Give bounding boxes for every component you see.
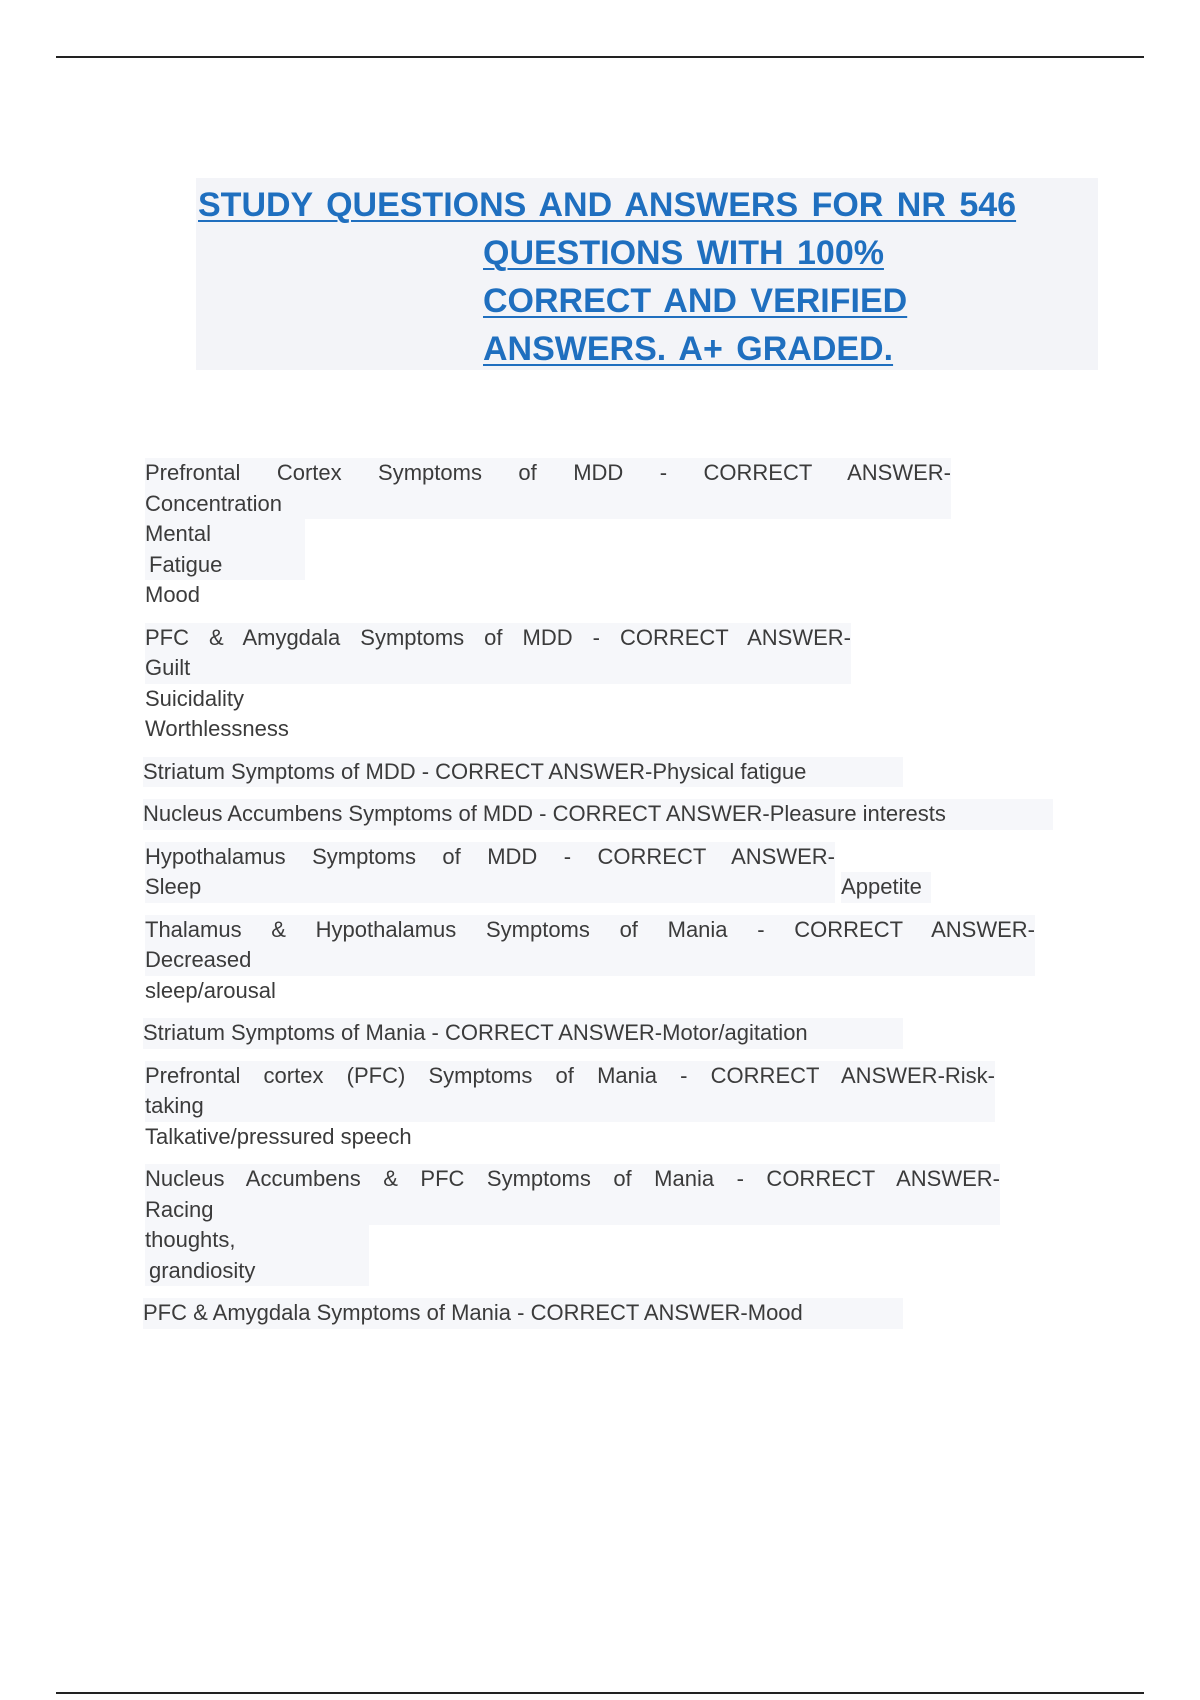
flashcard-question [145, 1061, 995, 1122]
header-rule [56, 56, 1144, 58]
answer-text: Mental [145, 519, 305, 550]
question-text: Thalamus & Hypothalamus Symptoms of Mania - CORRECT ANSWER- [145, 916, 1035, 942]
answer-text: Fatigue [145, 550, 305, 581]
flashcard [145, 915, 1065, 1007]
flashcard [145, 842, 1065, 903]
answer-text: thoughts, [145, 1225, 369, 1256]
question-text: Prefrontal Cortex Symptoms of MDD - CORRECT ANSWER- [145, 460, 951, 485]
answer-text: Worthlessness [145, 716, 289, 741]
flashcard-question [145, 458, 951, 519]
question-text: Hypothalamus Symptoms of MDD - CORRECT ANSWER- [145, 843, 835, 869]
title-line-4[interactable]: ANSWERS. A+ GRADED. [483, 330, 894, 368]
document-title[interactable] [196, 181, 1098, 373]
flashcard [145, 1298, 1065, 1329]
question-text: PFC & Amygdala Symptoms of Mania - CORRECT ANSWER-Mood [143, 1300, 803, 1325]
question-text: Nucleus Accumbens Symptoms of MDD - CORRECT ANSWER-Pleasure interests [143, 801, 946, 826]
flashcard [145, 1164, 1065, 1286]
flashcard [145, 1061, 1065, 1153]
answer-text: Racing [145, 1196, 214, 1222]
question-text: Prefrontal cortex (PFC) Symptoms of Mania - CORRECT ANSWER-Risk- [145, 1062, 995, 1088]
flashcard [145, 799, 1065, 830]
title-line-1[interactable]: STUDY QUESTIONS AND ANSWERS FOR NR 546 [198, 186, 1017, 224]
question-text: Striatum Symptoms of MDD - CORRECT ANSWER-Physical fatigue [143, 758, 807, 784]
flashcard-question [145, 1164, 1000, 1225]
answer-text: Talkative/pressured speech [145, 1123, 412, 1149]
footer-rule [56, 1692, 1144, 1694]
flashcard-list [145, 458, 1065, 1341]
flashcard-question [143, 1018, 903, 1049]
flashcard-question [145, 623, 851, 684]
flashcard-question [143, 757, 903, 788]
title-line-3[interactable]: CORRECT AND VERIFIED [483, 282, 908, 320]
answer-text: Mood [145, 582, 201, 607]
flashcard [145, 757, 1065, 788]
answer-text: Appetite [841, 872, 931, 903]
answer-text: Suicidality [145, 685, 245, 711]
answer-text: Guilt [145, 655, 191, 680]
flashcard [145, 623, 1065, 745]
answer-text: Decreased [145, 947, 252, 972]
flashcard [145, 1018, 1065, 1049]
question-text: Striatum Symptoms of Mania - CORRECT ANSWER-Motor/agitation [143, 1020, 808, 1045]
question-text: PFC & Amygdala Symptoms of MDD - CORRECT ANSWER- [145, 624, 851, 650]
flashcard-question [143, 799, 1053, 830]
answer-text: taking [145, 1093, 204, 1118]
flashcard-question [143, 1298, 903, 1329]
title-line-2[interactable]: QUESTIONS WITH 100% [483, 234, 884, 272]
answer-text: Concentration [145, 490, 282, 516]
answer-text: sleep/arousal [145, 977, 276, 1003]
question-text: Nucleus Accumbens & PFC Symptoms of Mania - CORRECT ANSWER- [145, 1166, 1000, 1191]
flashcard-question [145, 915, 1035, 976]
flashcard [145, 458, 1065, 611]
flashcard-question [145, 842, 835, 903]
answer-text: grandiosity [145, 1256, 369, 1287]
answer-text: Sleep [145, 874, 202, 899]
